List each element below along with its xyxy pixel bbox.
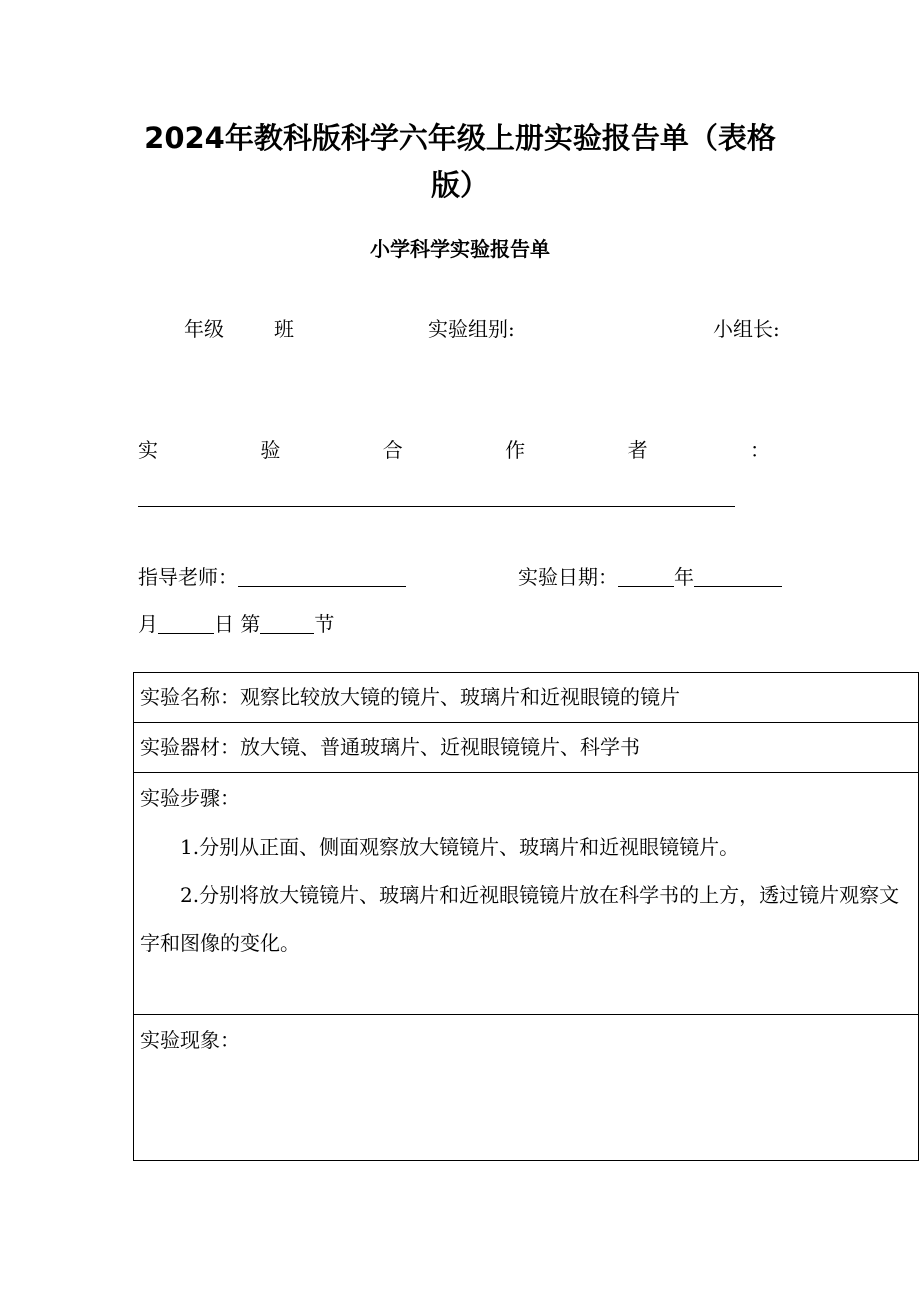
partners-char: 验 [260,438,281,462]
day-label: 日 [214,612,234,636]
date-label: 实验日期： [518,565,618,589]
table-row [134,1015,919,1161]
partners-char: 合 [382,438,403,462]
page-title-line-1: 2024年教科版科学六年级上册实验报告单（表格 [144,121,776,155]
class-label: 班 [274,317,294,341]
experiment-steps-cell [134,773,919,1015]
table-row [134,723,919,773]
section-label: 节 [314,612,335,636]
group-label: 实验组别: [428,317,515,341]
date-field-continued [138,608,334,637]
step-item: 2.分别将放大镜镜片、玻璃片和近视眼镜镜片放在科学书的上方，透过镜片观察文字和图像的变化。 [140,883,900,955]
partners-char: 作 [505,438,526,462]
year-label: 年 [674,565,694,589]
month-blank [694,566,782,587]
teacher-blank [238,566,406,587]
partners-blank-line [138,506,735,507]
section-prefix-label: 第 [240,612,261,636]
experiment-name-cell: 实验名称：观察比较放大镜的镜片、玻璃片和近视眼镜的镜片 [134,673,919,723]
teacher-label: 指导老师： [138,565,238,589]
experiment-materials-cell: 实验器材：放大镜、普通玻璃片、近视眼镜镜片、科学书 [134,723,919,773]
partners-char: 者 [627,438,648,462]
partners-char: 实 [138,438,158,462]
date-field [518,561,782,590]
leader-label: 小组长: [713,317,780,341]
page-title-line-2: 版） [430,168,489,202]
day-blank [158,613,214,634]
experiment-observation-cell [134,1015,919,1161]
table-row [134,773,919,1015]
year-blank [618,566,674,587]
partners-char: ： [749,438,770,462]
month-label: 月 [138,612,158,636]
step-item: 1.分别从正面、侧面观察放大镜镜片、玻璃片和近视眼镜镜片。 [180,835,740,859]
section-blank [260,613,314,634]
observation-label: 实验现象： [140,1028,240,1052]
table-row [134,673,919,723]
teacher-field [138,561,406,590]
form-subtitle: 小学科学实验报告单 [370,237,550,261]
partners-label [138,434,770,463]
grade-label: 年级 [184,317,224,341]
steps-label: 实验步骤： [140,786,240,810]
experiment-report-table [133,672,919,1161]
